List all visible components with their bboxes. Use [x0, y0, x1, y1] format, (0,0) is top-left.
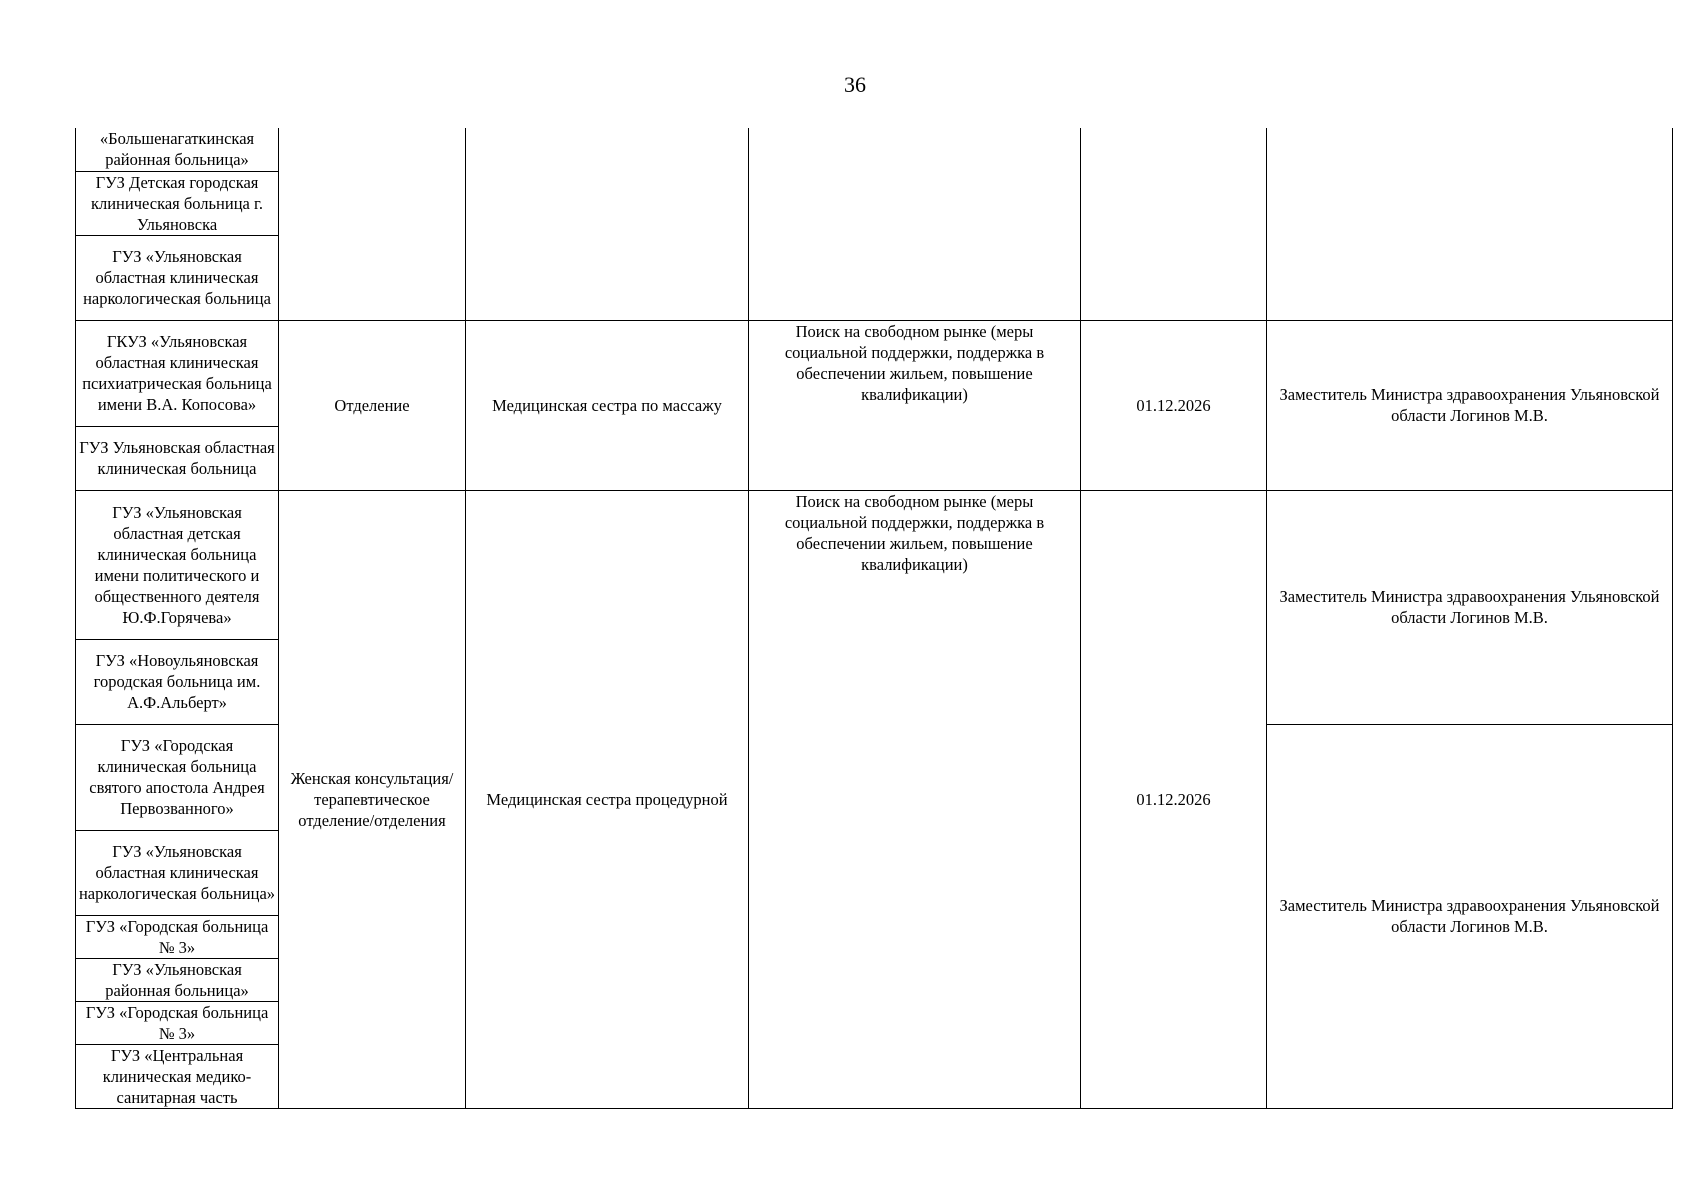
department-cell: Отделение	[279, 320, 466, 490]
department-cell	[279, 128, 466, 320]
measures-cell: Поиск на свободном рынке (меры социальной поддержки, поддержка в обеспечении жильем, повышение квалификации)	[749, 320, 1081, 490]
date-cell: 01.12.2026	[1081, 320, 1267, 490]
organization-cell: «Большенагаткинская районная больница»	[76, 128, 279, 171]
organization-cell: ГУЗ «Городская больница № 3»	[76, 915, 279, 958]
responsible-cell: Заместитель Министра здравоохранения Ульяновской области Логинов М.В.	[1267, 724, 1673, 1108]
measures-cell	[749, 128, 1081, 320]
table-row	[76, 490, 1673, 639]
date-cell	[1081, 128, 1267, 320]
measures-cell: Поиск на свободном рынке (меры социальной поддержки, поддержка в обеспечении жильем, повышение квалификации)	[749, 490, 1081, 1108]
organization-cell: ГУЗ «Ульяновская областная клиническая наркологическая больница»	[76, 830, 279, 915]
position-cell: Медицинская сестра по массажу	[466, 320, 749, 490]
date-cell: 01.12.2026	[1081, 490, 1267, 1108]
staffing-table	[75, 128, 1673, 1109]
position-cell	[466, 128, 749, 320]
organization-cell: ГУЗ «Ульяновская областная детская клиническая больница имени политического и общественного деятеля Ю.Ф.Горячева»	[76, 490, 279, 639]
page-number: 36	[844, 72, 866, 97]
department-cell: Женская консультация/ терапевтическое отделение/отделения	[279, 490, 466, 1108]
position-cell: Медицинская сестра процедурной	[466, 490, 749, 1108]
organization-cell: ГУЗ «Городская больница № 3»	[76, 1001, 279, 1044]
organization-cell: ГУЗ Ульяновская областная клиническая больница	[76, 426, 279, 490]
responsible-cell: Заместитель Министра здравоохранения Ульяновской области Логинов М.В.	[1267, 490, 1673, 724]
organization-cell: ГКУЗ «Ульяновская областная клиническая психиатрическая больница имени В.А. Копосова»	[76, 320, 279, 426]
organization-cell: ГУЗ «Ульяновская районная больница»	[76, 958, 279, 1001]
table-row	[76, 128, 1673, 171]
organization-cell: ГУЗ «Городская клиническая больница святого апостола Андрея Первозванного»	[76, 724, 279, 830]
table-row	[76, 320, 1673, 426]
organization-cell: ГУЗ «Новоульяновская городская больница им. А.Ф.Альберт»	[76, 639, 279, 724]
organization-cell: ГУЗ Детская городская клиническая больница г. Ульяновска	[76, 171, 279, 235]
organization-cell: ГУЗ «Ульяновская областная клиническая наркологическая больница	[76, 235, 279, 320]
responsible-cell: Заместитель Министра здравоохранения Ульяновской области Логинов М.В.	[1267, 320, 1673, 490]
organization-cell: ГУЗ «Центральная клиническая медико-санитарная часть	[76, 1044, 279, 1108]
responsible-cell	[1267, 128, 1673, 320]
